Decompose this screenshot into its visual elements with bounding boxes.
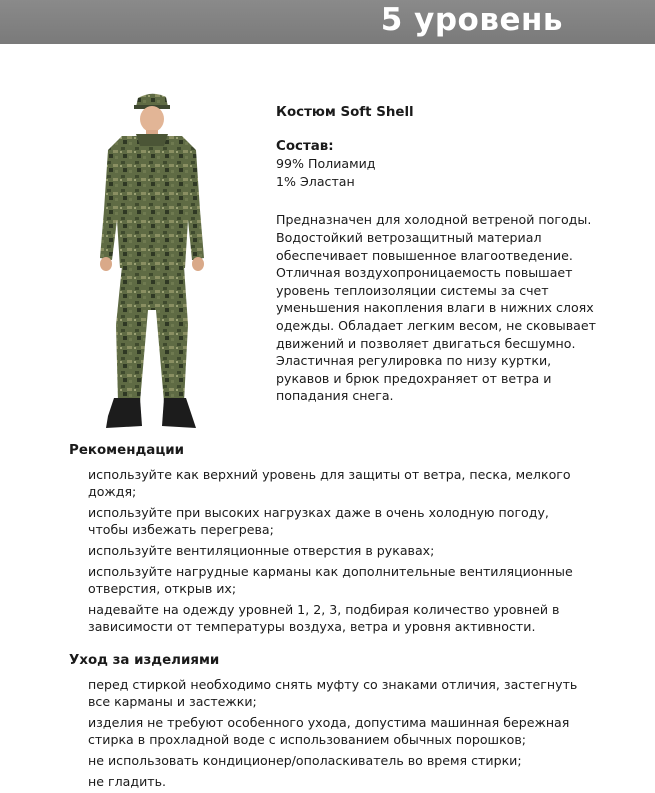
product-description: Предназначен для холодной ветреной погоды. Водостойкий ветрозащитный материал обеспечивает повышенное влагоотведение. Отличная воздухопроницаемость повышает уровень теплоизоляции системы за счет уменьшения накопления влаги в нижних слоях одежды. Обладает легким весом, не сковывает движений и позволяет двигаться бесшумно. Эластичная регулировка по низу куртки, рукавов и брюк предохраняет от ветра и попадания снега. [276,212,596,404]
list-item: не использовать кондиционер/ополаскиватель во время стирки; [88,752,522,768]
level-title: 5 уровень [380,2,563,38]
recommendations-list [69,466,589,636]
list-item: используйте вентиляционные отверстия в рукавах; [88,542,435,558]
product-title: Костюм Soft Shell [276,105,414,120]
composition-line: 1% Эластан [276,173,355,189]
care-section [69,652,589,793]
composition-line: 99% Полиамид [276,156,376,172]
list-item: используйте при высоких нагрузках даже в очень холодную погоду, чтобы избежать перегрева; [88,504,549,538]
care-list [69,676,589,791]
soldier-camouflage-suit-image [92,90,222,435]
care-title: Уход за изделиями [69,653,220,668]
list-item: надевайте на одежду уровней 1, 2, 3, подбирая количество уровней в зависимости от температуры воздуха, ветра и уровня активности. [88,601,560,635]
list-item: не гладить. [88,773,167,789]
header-bar [0,0,655,44]
list-item: перед стиркой необходимо снять муфту со знаками отличия, застегнуть все карманы и застежки; [88,676,578,710]
list-item: изделия не требуют особенного ухода, допустима машинная бережная стирка в прохладной воде с использованием обычных порошков; [88,714,570,748]
composition-title: Состав: [276,138,334,154]
list-item: используйте нагрудные карманы как дополнительные вентиляционные отверстия, открыв их; [88,563,573,597]
list-item: используйте как верхний уровень для защиты от ветра, песка, мелкого дождя; [88,466,571,500]
recommendations-section [69,442,589,639]
product-info [276,104,596,405]
recommendations-title: Рекомендации [69,443,185,458]
